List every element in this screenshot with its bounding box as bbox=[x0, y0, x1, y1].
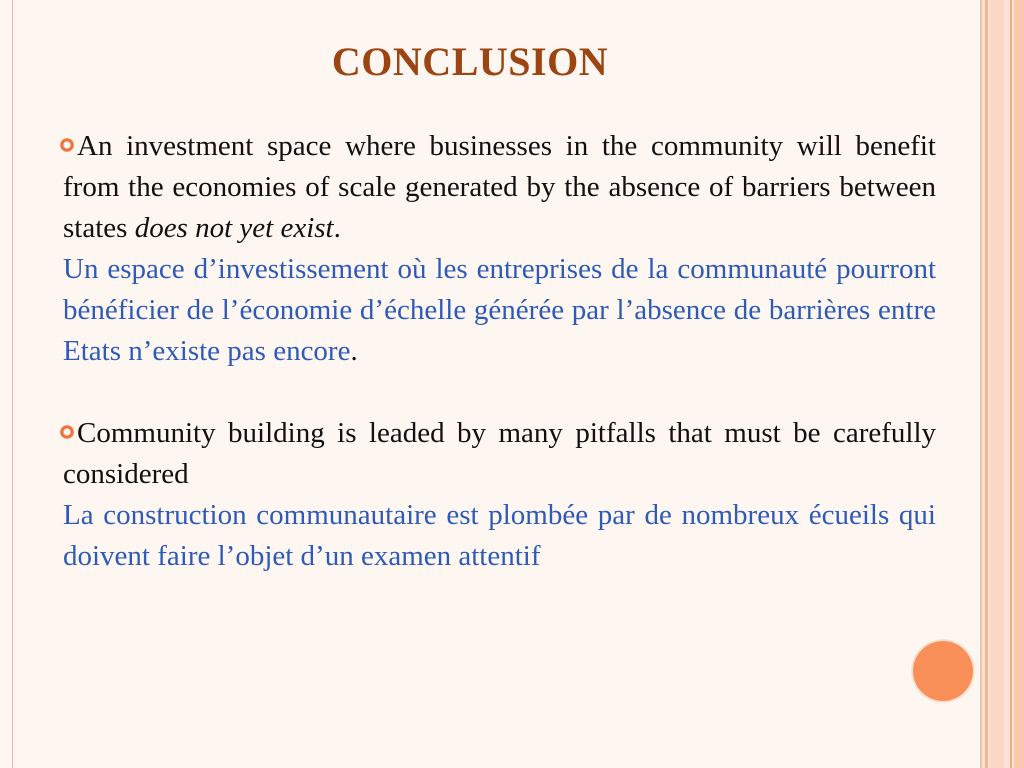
bullet-2-french bbox=[63, 495, 936, 577]
bullet-2-en-text: Community building is leaded by many pitfalls that must be carefully considered bbox=[63, 417, 936, 490]
orange-ring-bullet-icon bbox=[59, 422, 77, 442]
right-decorative-stripes bbox=[980, 0, 1024, 768]
stripe bbox=[1014, 0, 1024, 768]
stripe bbox=[1010, 0, 1012, 768]
stripe bbox=[980, 0, 982, 768]
bullet-1-fr-text: Un espace d’investissement où les entreprises de la communauté pourront bénéficier de l’économie d’échelle générée par l’absence de barrières entre Etats n’existe pas encore bbox=[63, 253, 936, 367]
orange-ring-bullet-icon bbox=[59, 135, 77, 155]
bullet-1-en-end: . bbox=[333, 212, 341, 244]
bullet-1-french bbox=[63, 249, 936, 372]
slide-title: CONCLUSION bbox=[331, 39, 609, 84]
spacer bbox=[63, 372, 936, 413]
left-border-line bbox=[12, 0, 13, 768]
bullet-2-english bbox=[63, 413, 936, 495]
bullet-1-fr-end: . bbox=[350, 335, 358, 367]
stripe bbox=[990, 0, 1004, 768]
bullet-2-fr-text: La construction communautaire est plombée par de nombreux écueils qui doivent faire l’objet d’un examen attentif bbox=[63, 499, 936, 572]
stripe bbox=[985, 0, 988, 768]
orange-circle-decoration bbox=[913, 641, 973, 701]
bullet-1-en-text: An investment space where businesses in the community will benefit from the economies of scale generated by the absence of barriers between states bbox=[63, 130, 936, 244]
bullet-1-en-italic: does not yet exist bbox=[134, 212, 334, 244]
bullet-1-english bbox=[63, 126, 936, 249]
slide-content bbox=[63, 126, 936, 577]
